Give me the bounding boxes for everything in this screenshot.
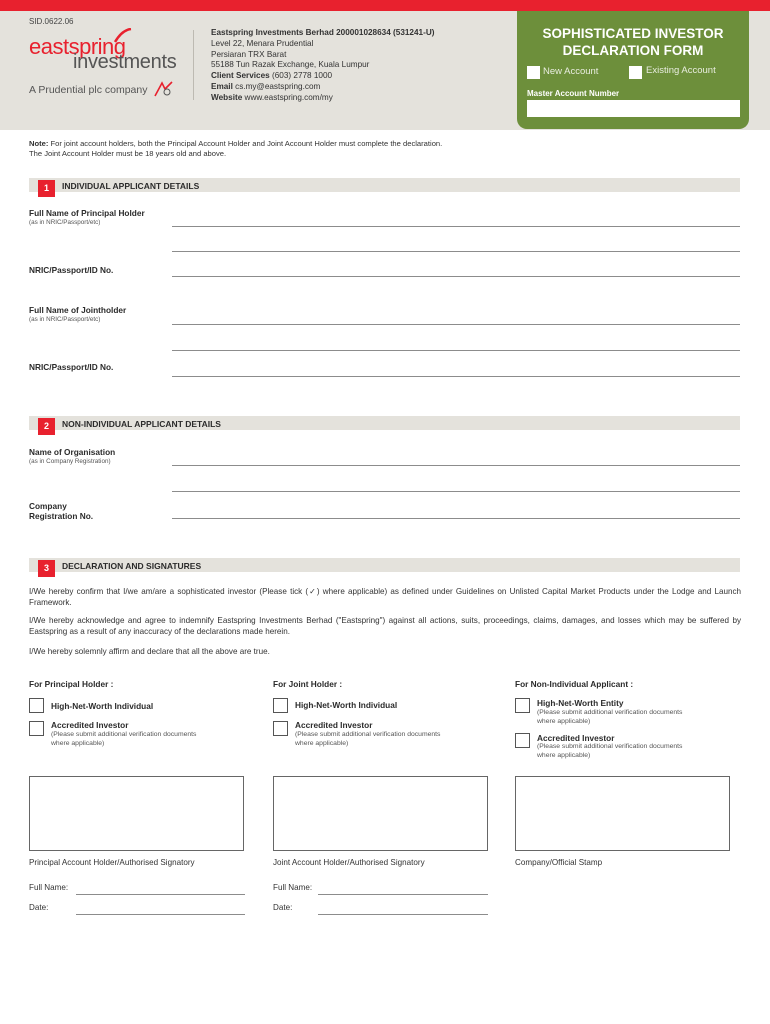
nonind-accredited-verify-note [537,743,682,760]
joint-date-input[interactable] [318,914,488,915]
section1-number: 1 [38,180,55,197]
verify-note-line1: (Please submit additional verification documents [295,731,441,738]
principal-hnwi-label: High-Net-Worth Individual [51,701,154,711]
nonind-hnwe-checkbox[interactable] [515,698,530,713]
form-title-line2: DECLARATION FORM [562,43,704,58]
verify-note-line1: (Please submit additional verification documents [537,709,683,716]
logo-investments: investments [73,51,177,73]
new-account-checkbox[interactable] [527,66,540,79]
principal-id-input[interactable] [172,276,740,277]
joint-hnwi-label: High-Net-Worth Individual [295,700,398,710]
joint-id-input[interactable] [172,376,740,377]
joint-verify-note [295,731,440,748]
section2-title: NON-INDIVIDUAL APPLICANT DETAILS [62,419,221,429]
principal-name-input-line2[interactable] [172,251,740,252]
reg-no-label-line1: Company [29,501,67,511]
joint-accredited-checkbox[interactable] [273,721,288,736]
master-account-label: Master Account Number [527,89,620,98]
note-label: Note: [29,139,49,148]
declaration-para1: I/We hereby confirm that I/we am/are a sophisticated investor (Please tick (✓) where applicable) as defined under Guidelines on Unlisted Capital Market Products under the Lodge and Launch Framework. [29,587,741,607]
col-nonind-heading: For Non-Individual Applicant : [515,679,634,689]
joint-fullname-label: Full Name: [273,883,313,892]
verify-note-line1: (Please submit additional verification documents [537,743,683,750]
section1-title: INDIVIDUAL APPLICANT DETAILS [62,181,200,191]
principal-hnwi-checkbox[interactable] [29,698,44,713]
note-line1: For joint account holders, both the Principal Account Holder and Joint Account Holder must complete the declaration. [50,139,443,148]
form-code: SID.0622.06 [29,17,74,26]
company-stamp-box[interactable] [515,776,730,851]
joint-name-input-line2[interactable] [172,350,740,351]
company-contact-block [211,28,434,104]
header-divider [193,30,194,100]
joint-signature-box[interactable] [273,776,488,851]
org-name-input[interactable] [172,465,740,466]
principal-signature-caption: Principal Account Holder/Authorised Signatory [29,858,195,867]
principal-id-label: NRIC/Passport/ID No. [29,265,114,275]
email-label: Email [211,81,233,91]
company-stamp-caption: Company/Official Stamp [515,858,603,867]
address-line: Persiaran TRX Barat [211,49,287,59]
principal-name-input[interactable] [172,226,740,227]
joint-name-label: Full Name of Jointholder [29,305,127,315]
top-red-bar [0,0,770,11]
website-label: Website [211,92,243,102]
reg-no-label [29,501,93,521]
reg-no-input[interactable] [172,518,740,519]
principal-fullname-input[interactable] [76,894,245,895]
existing-account-checkbox[interactable] [629,66,642,79]
note-line2: The Joint Account Holder must be 18 years old and above. [29,149,227,158]
joint-id-label: NRIC/Passport/ID No. [29,362,114,372]
existing-account-label: Existing Account [646,65,716,76]
joint-name-input[interactable] [172,324,740,325]
principal-date-input[interactable] [76,914,245,915]
org-name-label: Name of Organisation [29,447,116,457]
verify-note-line2: where applicable) [295,739,349,747]
org-name-input-line2[interactable] [172,491,740,492]
section2-number: 2 [38,418,55,435]
note [29,139,729,159]
address-line: Level 22, Menara Prudential [211,38,314,48]
col-principal-heading: For Principal Holder : [29,679,114,689]
verify-note-line1: (Please submit additional verification documents [51,731,197,738]
form-title-line1: SOPHISTICATED INVESTOR [542,26,724,41]
principal-name-sub: (as in NRIC/Passport/etc) [29,219,101,226]
principal-name-label: Full Name of Principal Holder [29,208,145,218]
client-services-label: Client Services [211,71,270,81]
principal-accredited-checkbox[interactable] [29,721,44,736]
principal-signature-box[interactable] [29,776,244,851]
col-joint-heading: For Joint Holder : [273,679,343,689]
joint-signature-caption: Joint Account Holder/Authorised Signatory [273,858,425,867]
joint-name-sub: (as in NRIC/Passport/etc) [29,316,101,323]
nonind-hnwe-verify-note [537,709,682,726]
principal-fullname-label: Full Name: [29,883,69,892]
nonind-hnwe-label: High-Net-Worth Entity [537,698,624,708]
website-value[interactable]: www.eastspring.com/my [244,92,333,102]
principal-verify-note [51,731,196,748]
org-name-sub: (as in Company Registration) [29,458,111,465]
joint-fullname-input[interactable] [318,894,488,895]
section3-title: DECLARATION AND SIGNATURES [62,561,202,571]
nonind-accredited-label: Accredited Investor [537,733,615,743]
logo-swoosh-icon [114,28,132,44]
verify-note-line2: where applicable) [537,751,591,759]
company-name: Eastspring Investments Berhad 200001028634 (531241-U) [211,28,435,37]
verify-note-line2: where applicable) [51,739,105,747]
tagline: A Prudential plc company [29,84,148,96]
prudential-lady-icon [152,80,176,98]
joint-date-label: Date: [273,903,293,912]
master-account-input[interactable] [527,100,740,117]
logo-eastspring: eastspring [29,34,126,59]
joint-hnwi-checkbox[interactable] [273,698,288,713]
joint-accredited-label: Accredited Investor [295,720,373,730]
principal-accredited-label: Accredited Investor [51,720,129,730]
reg-no-label-line2: Registration No. [29,511,94,521]
new-account-label: New Account [543,66,599,77]
declaration-para2: I/We hereby acknowledge and agree to indemnify Eastspring Investments Berhad ("Eastspring") against all actions, suits, proceedings, claims, damages, and losses which may be suffered by Eastspring as a result of any inaccuracy of the declarations made herein. [29,616,741,636]
email-value[interactable]: cs.my@eastspring.com [235,81,321,91]
address-line: 55188 Tun Razak Exchange, Kuala Lumpur [211,60,370,70]
client-services-value: (603) 2778 1000 [272,71,333,81]
verify-note-line2: where applicable) [537,717,591,725]
form-title [517,25,749,59]
section3-number: 3 [38,560,55,577]
nonind-accredited-checkbox[interactable] [515,733,530,748]
principal-date-label: Date: [29,903,49,912]
declaration-para3: I/We hereby solemnly affirm and declare that all the above are true. [29,647,270,656]
